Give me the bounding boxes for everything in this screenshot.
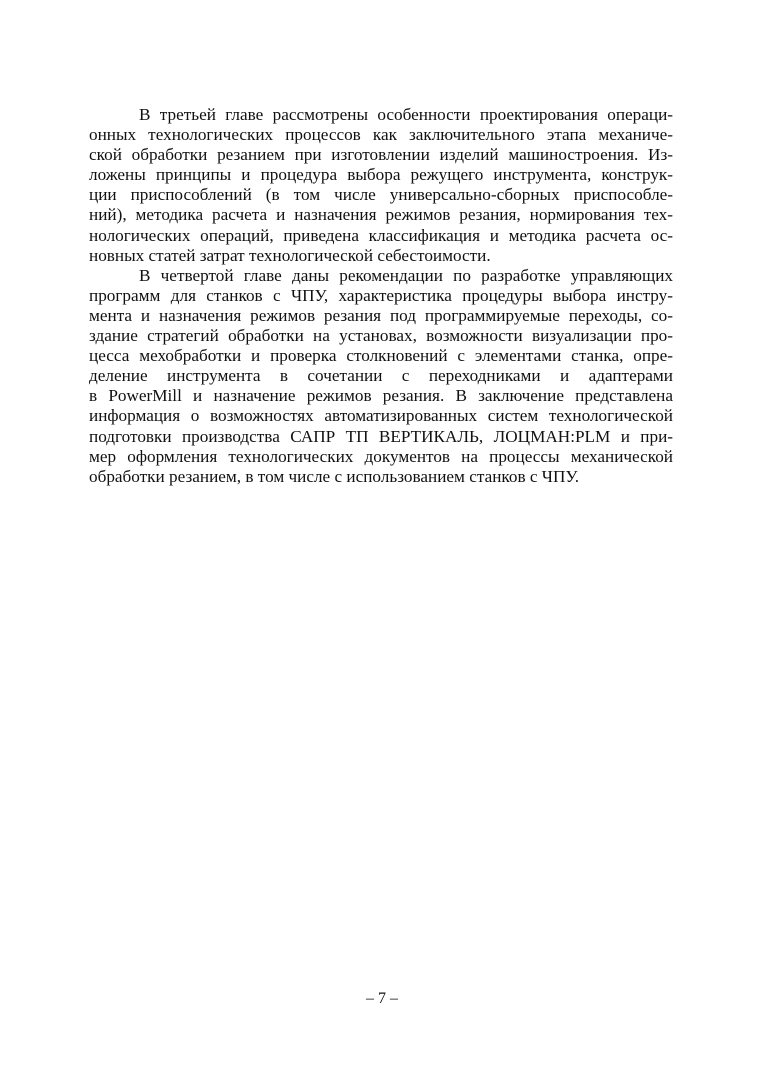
text-line: онных технологических процессов как заключительного этапа механиче- bbox=[89, 125, 673, 145]
text-line: ской обработки резанием при изготовлении изделий машиностроения. Из- bbox=[89, 145, 673, 165]
text-line: мер оформления технологических документов на процессы механической bbox=[89, 446, 673, 466]
text-line: новных статей затрат технологической себестоимости. bbox=[89, 245, 491, 265]
text-line: цесса мехобработки и проверка столкновений с элементами станка, опре- bbox=[89, 346, 673, 366]
text-line: ний), методика расчета и назначения режимов резания, нормирования тех- bbox=[89, 205, 673, 225]
text-line: нологических операций, приведена классификация и методика расчета ос- bbox=[89, 225, 673, 245]
text-line: программ для станков с ЧПУ, характеристика процедуры выбора инстру- bbox=[89, 285, 673, 305]
text-line: В четвертой главе даны рекомендации по разработке управляющих bbox=[139, 265, 673, 285]
page-number: – 7 – bbox=[366, 990, 398, 1007]
text-line: мента и назначения режимов резания под программируемые переходы, со- bbox=[89, 305, 673, 325]
text-line: В третьей главе рассмотрены особенности проектирования операци- bbox=[139, 105, 673, 124]
paragraph-chapter-four bbox=[89, 266, 673, 487]
body-text bbox=[89, 105, 673, 487]
text-line: в PowerMill и назначение режимов резания. В заключение представлена bbox=[89, 386, 673, 406]
text-line: деление инструмента в сочетании с переходниками и адаптерами bbox=[89, 366, 673, 386]
text-line: ции приспособлений (в том числе универсально-сборных приспособле- bbox=[89, 185, 673, 205]
text-line: обработки резанием, в том числе с использованием станков с ЧПУ. bbox=[89, 466, 580, 486]
text-line: здание стратегий обработки на установах, возможности визуализации про- bbox=[89, 326, 673, 346]
text-line: ложены принципы и процедура выбора режущего инструмента, конструк- bbox=[89, 165, 673, 185]
text-line: подготовки производства САПР ТП ВЕРТИКАЛЬ, ЛОЦМАН:PLM и при- bbox=[89, 426, 673, 446]
paragraph-chapter-three bbox=[89, 105, 673, 266]
text-line: информация о возможностях автоматизированных систем технологической bbox=[89, 406, 673, 426]
